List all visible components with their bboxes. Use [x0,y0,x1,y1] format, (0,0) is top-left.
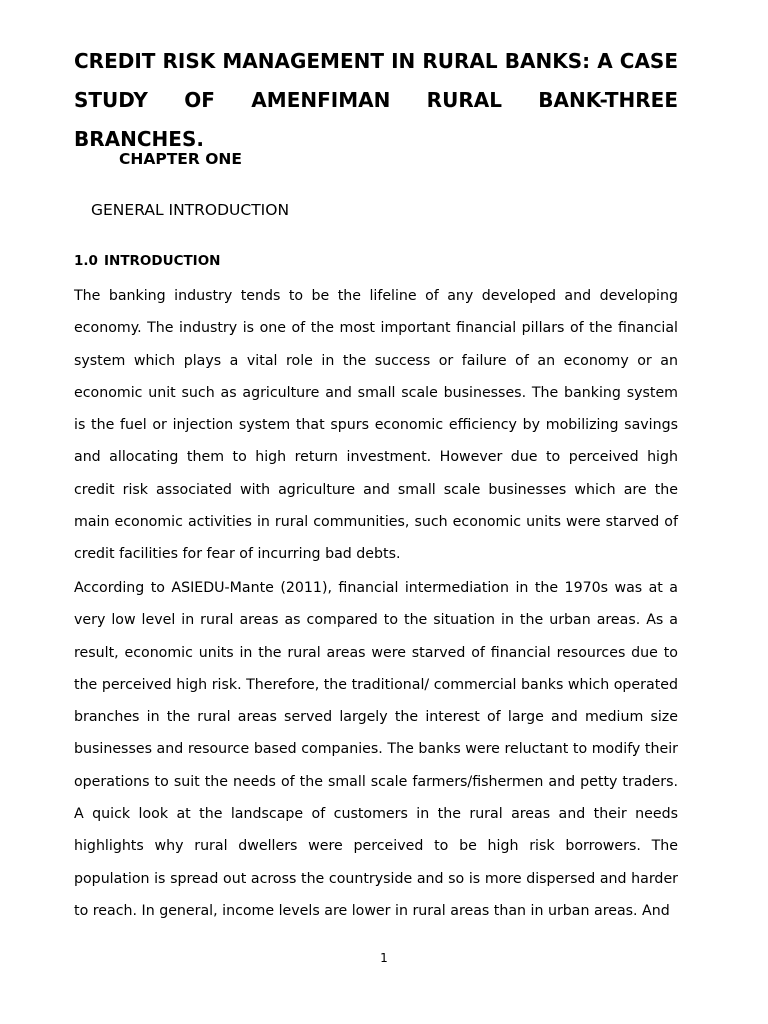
page-number: 1 [380,951,388,965]
body-paragraph-2: According to ASIEDU-Mante (2011), financial intermediation in the 1970s was at a very low level in rural areas as compared to the situation in the urban areas. As a result, economic units in the rural areas were starved of financial resources due to the perceived high risk. Therefore, the traditional/ commercial banks which operated branches in the rural areas served largely the interest of large and medium size businesses and resource based companies. The banks were reluctant to modify their operations to suit the needs of the small scale farmers/fishermen and petty traders. A quick look at the landscape of customers in the rural areas and their needs highlights why rural dwellers were perceived to be high risk borrowers. The population is spread out across the countryside and so is more dispersed and harder to reach. In general, income levels are lower in rural areas than in urban areas. And [74,580,678,919]
chapter-subtitle: GENERAL INTRODUCTION [91,201,290,219]
section-heading [74,253,220,269]
body-paragraph-1: The banking industry tends to be the lifeline of any developed and developing economy. The industry is one of the most important financial pillars of the financial system which plays a vital role in the success or failure of an economy or an economic unit such as agriculture and small scale businesses. The banking system is the fuel or injection system that spurs economic efficiency by mobilizing savings and allocating them to high return investment. However due to perceived high credit risk associated with agriculture and small scale businesses which are the main economic activities in rural communities, such economic units were starved of credit facilities for fear of incurring bad debts. [74,288,678,563]
section-number: 1.0 [74,253,98,269]
chapter-heading: CHAPTER ONE [119,150,242,168]
section-title: INTRODUCTION [104,253,221,269]
document-title: CREDIT RISK MANAGEMENT IN RURAL BANKS: A CASE STUDY OF AMENFIMAN RURAL BANK-THREE BRANCHES. [74,49,678,151]
